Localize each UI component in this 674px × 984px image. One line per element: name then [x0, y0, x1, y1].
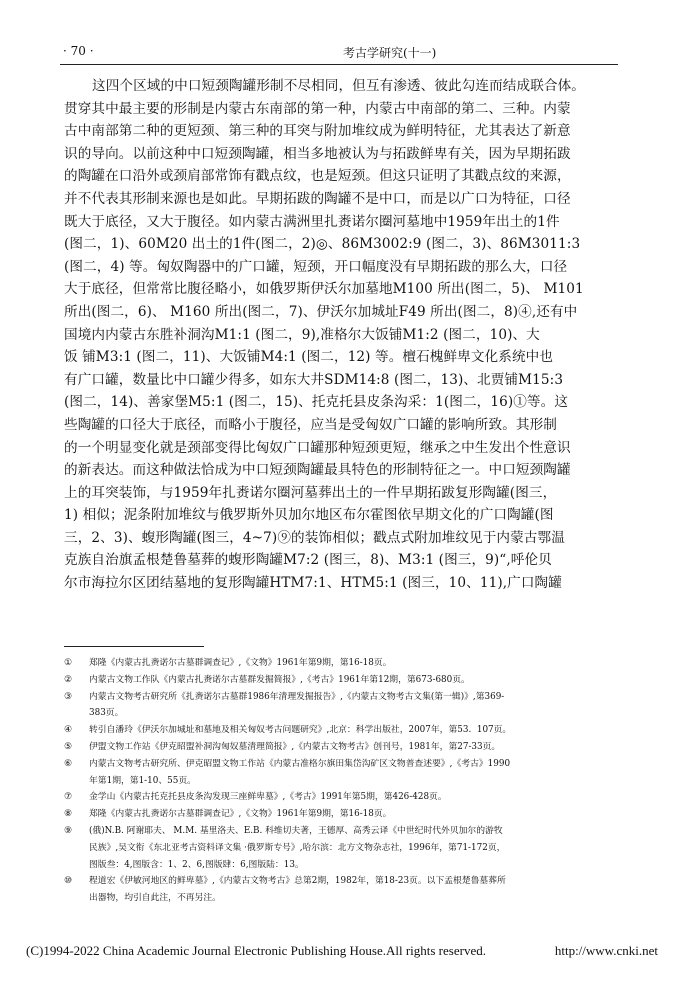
- body-line: 这四个区域的中口短颈陶罐形制不尽相同，但互有渗透、彼此勾连而结成联合体。: [92, 78, 585, 94]
- footnote: [64, 689, 620, 723]
- body-text: [64, 75, 620, 595]
- footnote-text: 转引自潘玲《伊沃尔加城址和墓地及相关匈奴考古问题研究》,北京：科学出版社，2007年，第53. 107页。: [89, 725, 512, 736]
- body-line: (图二，14)、善家堡M5:1 (图二，15)、托克托县皮条沟采：1(图二，16)①等。这: [64, 394, 569, 411]
- footnote-marker: ③: [64, 691, 72, 702]
- footnote-marker: ④: [64, 725, 72, 736]
- body-line: 所出(图二，6)、 M160 所出(图二，7)、伊沃尔加城址F49 所出(图二，8)④,还有中: [64, 303, 578, 320]
- body-line: 并不代表其形制来源也是如此。早期拓跋的陶罐不是中口，而是以广口为特征，口径: [64, 190, 571, 207]
- footnote-text: 内蒙古文物考古研究所、伊克昭盟文物工作站《内蒙古准格尔旗田集岱沟矿区文物普查述要》,《考古》1990 年第1期，第1-10、55页。: [89, 758, 511, 786]
- body-line: 些陶罐的口径大于底径，而略小于腹径，应当是受匈奴广口罐的影响所致。其形制: [64, 416, 557, 433]
- footnote-text: 郑隆《内蒙古扎赉诺尔古墓群调查记》,《文物》1961年第9期，第16-18页。: [89, 658, 392, 668]
- running-header: [63, 44, 623, 62]
- body-line: 克族自治旗孟根楚鲁墓葬的蝮形陶罐M7:2 (图三，8)、M3:1 (图三，9)“,呼伦贝: [64, 552, 552, 569]
- copyright-notice: (C)1994-2022 China Academic Journal Electronic Publishing House.All rights reserved.: [26, 943, 486, 958]
- body-line: 国境内内蒙古东胜补洞沟M1:1 (图二，9),准格尔大饭铺M1:2 (图二，10)、大: [64, 326, 540, 343]
- footnote: [64, 873, 620, 907]
- body-line: (图二，1)、60M20 出土的1件(图二，2)◎、86M3002:9 (图二，3)、86M3011:3: [64, 236, 581, 253]
- body-line: 尔市海拉尔区团结墓地的复形陶罐HTM7:1、HTM5:1 (图三，10、11),广口陶罐: [64, 575, 562, 592]
- footnote-marker: ⑧: [64, 809, 72, 820]
- footnote: [64, 672, 620, 689]
- body-line: 的一个明显变化就是颈部变得比匈奴广口罐那种短颈更短，继承之中生发出个性意识: [64, 439, 571, 456]
- footnote: [64, 655, 620, 672]
- footnote-text: 伊盟文物工作站《伊克昭盟补洞沟匈奴墓清理简报》,《内蒙古文物考古》创刊号，1981年，第27-33页。: [89, 741, 501, 752]
- footnote: [64, 823, 620, 873]
- footnote-text: 郑隆《内蒙古扎赉诺尔古墓群调查记》,《文物》1961年第9期，第16-18页。: [89, 809, 392, 820]
- footnote-marker: ②: [64, 674, 72, 685]
- footnote: [64, 789, 620, 806]
- body-line: 大于底径，但常常比腹径略小，如俄罗斯伊沃尔加墓地M100 所出(图二，5)、 M101: [64, 281, 584, 298]
- header-rule: [60, 64, 618, 65]
- body-line: 古中南部第二种的更短颈、第三种的耳突与附加堆纹成为鲜明特征，尤其表达了新意: [64, 123, 571, 140]
- body-line: 既大于底径，又大于腹径。如内蒙古满洲里扎赉诺尔圈河墓地中1959年出土的1件: [64, 213, 560, 230]
- footnote-text: 程道宏《伊敏河地区的鲜卑墓》,《内蒙古文物考古》总第2期，1982年，第18-23页。以下孟根楚鲁墓葬所 出器物，均引自此注，不再另注。: [89, 876, 506, 904]
- page-footer: [26, 943, 658, 959]
- body-line: 饭 铺M3:1 (图二，11)、大饭铺M4:1 (图二，12) 等。檀石槐鲜卑文化系统中也: [64, 349, 554, 366]
- footnote-marker: ⑥: [64, 758, 72, 769]
- body-line: 有广口罐，数量比中口罐少得多，如东大井SDM14:8 (图二，13)、北贾铺M15:3: [64, 371, 564, 388]
- footnote-text: (俄)N.B. 阿谢耶夫、 M.M. 基里洛夫、E.B. 科维切夫著，王德厚、高秀云译《中世纪时代外贝加尔的游牧 民族》,吴文衔《东北亚考古资料译文集 ·俄罗斯专号》,哈尔滨：北方文物杂志社，1996年，第71-172页， 图版叁：4,图版含：1、2、6,图版肆：6,图版陆：13。: [89, 825, 506, 870]
- footnotes: [64, 655, 620, 907]
- body-line: (图二，4) 等。匈奴陶器中的广口罐，短颈，开口幅度没有早期拓跋的那么大，口径: [64, 258, 568, 275]
- footnote: [64, 739, 620, 756]
- footnote-marker: ①: [64, 658, 72, 668]
- footnote-text: 内蒙古文物考古研究所《扎赉诺尔古墓群1986年清理发掘报告》,《内蒙古文物考古文集(第一辑)》,第369- 383页。: [89, 691, 505, 719]
- footnote-text: 内蒙古文物工作队《内蒙古扎赉诺尔古墓群发掘简报》,《考古》1961年第12期，第673-680页。: [89, 674, 470, 685]
- footnote-separator: [64, 646, 204, 647]
- body-line: 贯穿其中最主要的形制是内蒙古东南部的第一种，内蒙古中南部的第二、三种。内蒙: [64, 100, 571, 117]
- journal-title: 考古学研究(十一): [343, 46, 437, 60]
- page-number: · 70 ·: [63, 44, 94, 58]
- source-url[interactable]: http://www.cnki.net: [554, 943, 658, 958]
- body-line: 识的导向。以前这种中口短颈陶罐，相当多地被认为与拓跋鲜卑有关，因为早期拓跋: [64, 145, 571, 162]
- body-line: 上的耳突装饰，与1959年扎赉诺尔圈河墓葬出土的一件早期拓跋复形陶罐(图三，: [64, 484, 557, 501]
- body-line: 的新表达。而这种做法恰成为中口短颈陶罐最具特色的形制特征之一。中口短颈陶罐: [64, 462, 571, 479]
- footnote-marker: ⑦: [64, 792, 72, 803]
- footnote-marker: ⑩: [64, 876, 72, 887]
- footnote-marker: ⑨: [64, 825, 72, 836]
- body-line: 的陶罐在口沿外或颈肩部常饰有戳点纹，也是短颈。但这只证明了其戳点纹的来源，: [64, 168, 571, 185]
- footnote-text: 金学山《内蒙古托克托县皮条沟发现三座鲜卑墓》,《考古》1991年第5期，第426-428页。: [89, 792, 447, 803]
- footnote: [64, 806, 620, 823]
- body-line: 1) 相似；泥条附加堆纹与俄罗斯外贝加尔地区布尔霍图依早期文化的广口陶罐(图: [64, 507, 554, 524]
- footnote: [64, 756, 620, 790]
- footnote-marker: ⑤: [64, 741, 72, 752]
- body-line: 三，2、3)、蝮形陶罐(图三，4~7)⑨的装饰相似；戳点式附加堆纹见于内蒙古鄂温: [64, 529, 565, 546]
- footnote: [64, 722, 620, 739]
